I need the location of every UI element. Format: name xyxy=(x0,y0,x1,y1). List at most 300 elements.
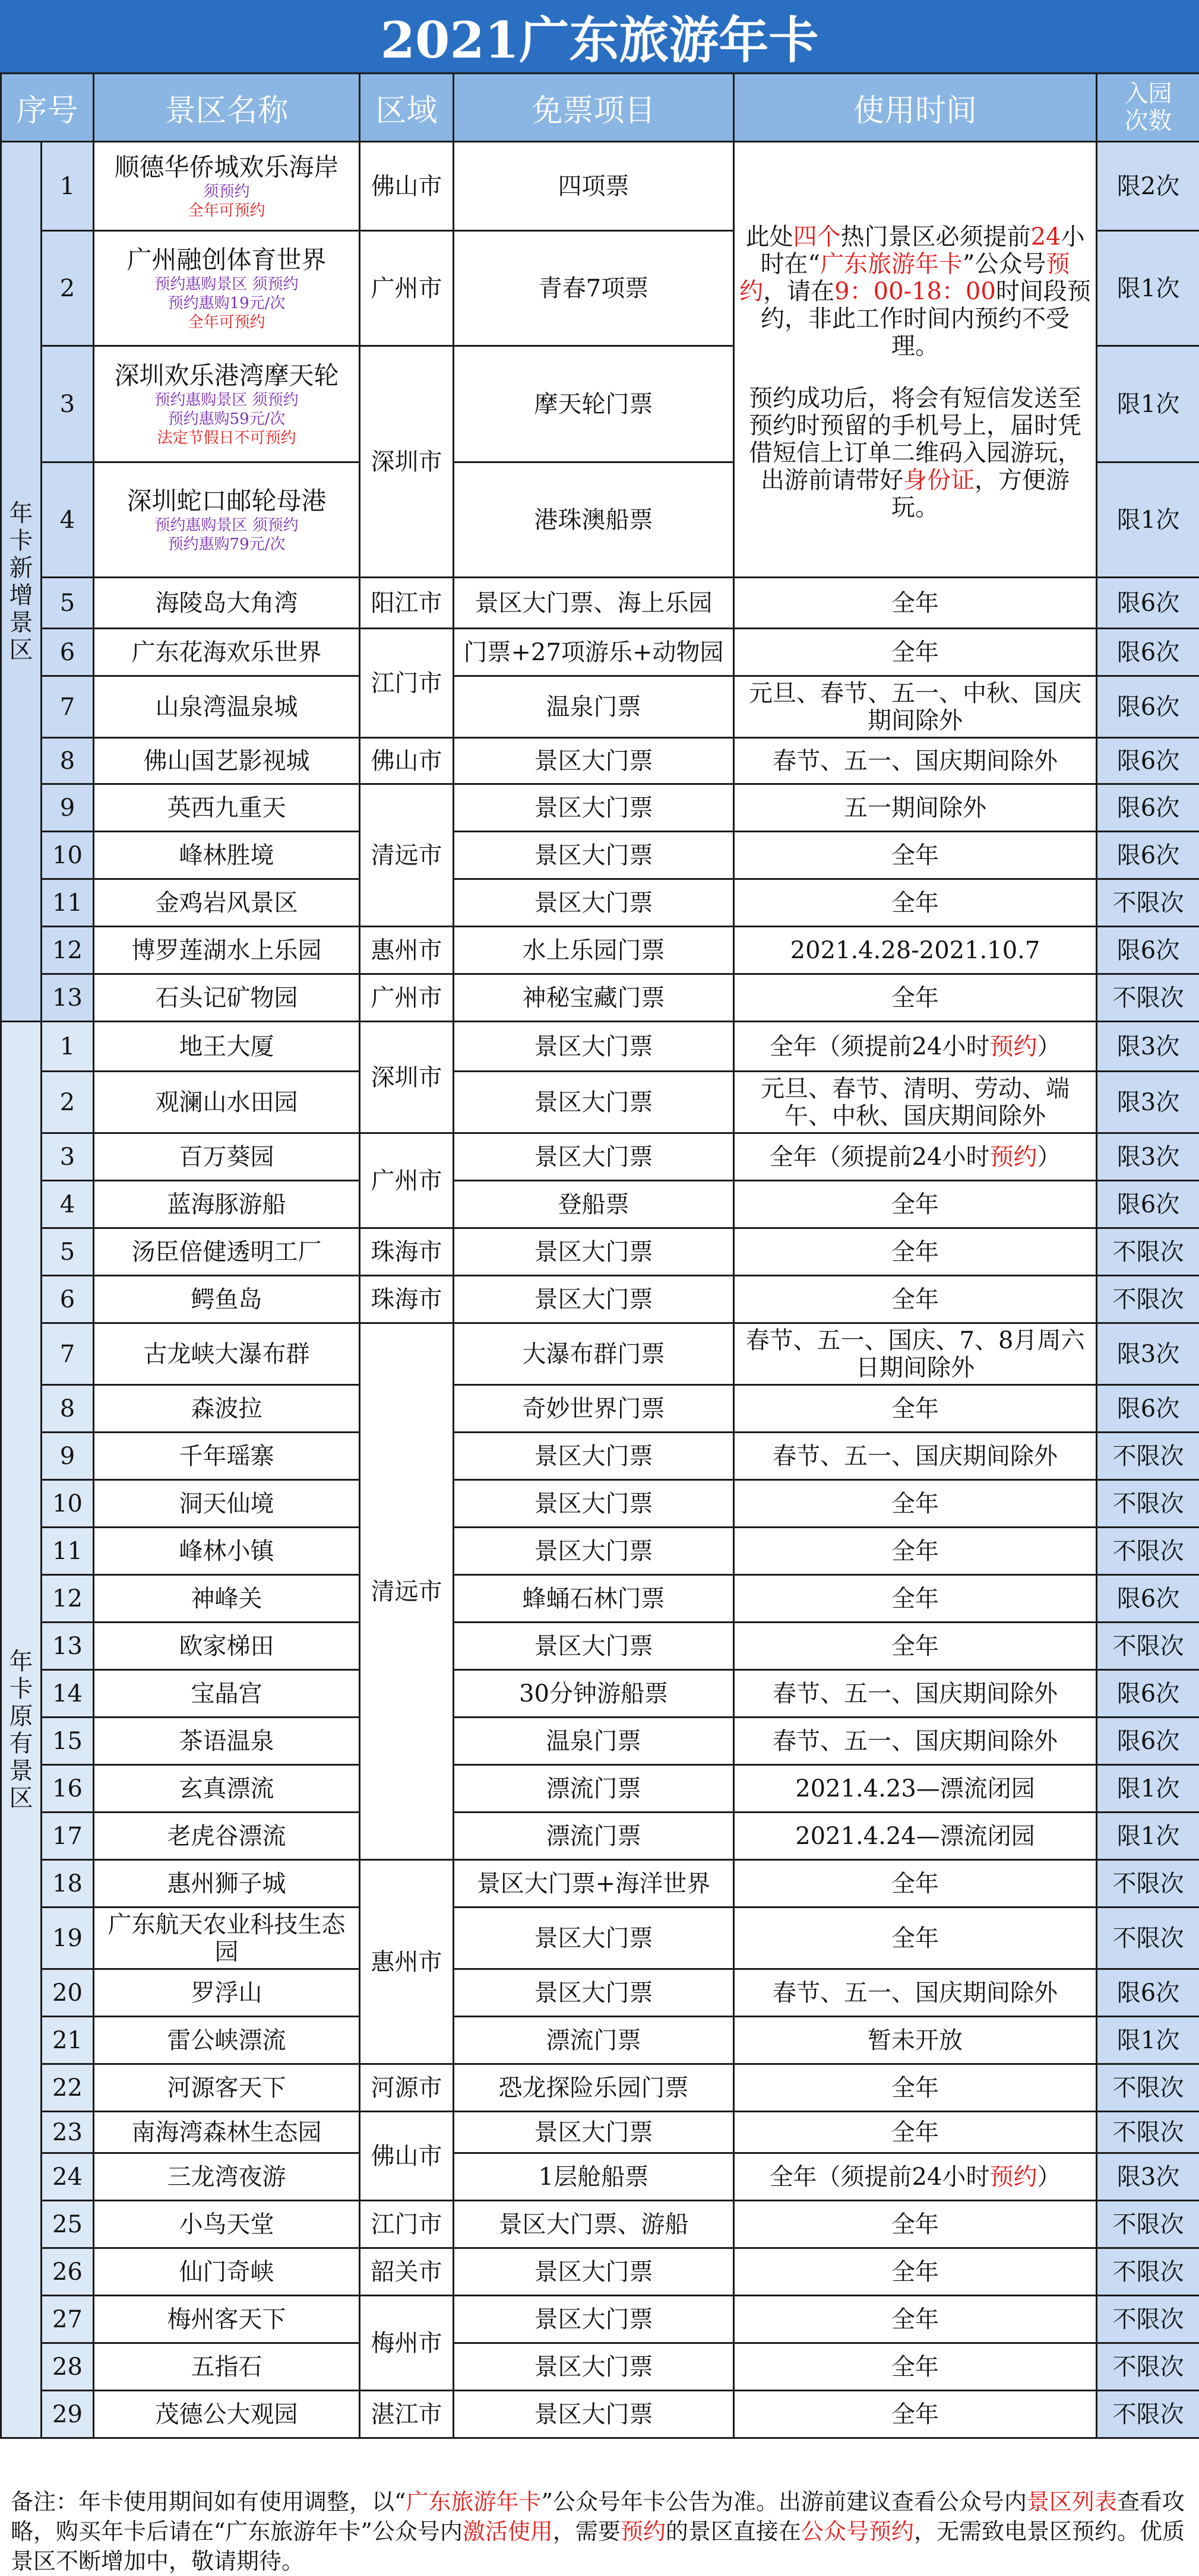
instruction-fragment: 小时在“ xyxy=(760,223,1085,278)
instruction-fragment: ”公众号 xyxy=(963,250,1046,278)
table-row xyxy=(1,2017,1199,2064)
usage-time xyxy=(734,2153,1097,2201)
table-row xyxy=(1,1072,1199,1133)
table-row xyxy=(1,2391,1199,2438)
scenic-name: 仙门奇峡 xyxy=(94,2248,360,2296)
visit-limit: 限1次 xyxy=(1097,462,1199,578)
row-index: 1 xyxy=(42,1022,94,1072)
instruction-fragment: 广东旅游年卡 xyxy=(820,250,963,278)
free-item: 温泉门票 xyxy=(454,676,734,738)
scenic-name: 峰林小镇 xyxy=(94,1528,360,1575)
table-row xyxy=(1,1969,1199,2017)
usage-time-text: ） xyxy=(1037,1032,1061,1060)
scenic-name-text: 广州融创体育世界 xyxy=(126,245,327,274)
free-item: 景区大门票 xyxy=(454,784,734,832)
usage-time: 全年 xyxy=(734,1480,1097,1528)
row-index: 4 xyxy=(42,1181,94,1228)
scenic-name: 博罗莲湖水上乐园 xyxy=(94,927,360,974)
scenic-name xyxy=(94,142,360,231)
usage-time: 元旦、春节、清明、劳动、端午、中秋、国庆期间除外 xyxy=(734,1072,1097,1133)
row-index: 9 xyxy=(42,1433,94,1480)
free-item: 景区大门票 xyxy=(454,2391,734,2438)
table-row xyxy=(1,1670,1199,1718)
visit-limit: 限1次 xyxy=(1097,1813,1199,1860)
visit-limit: 不限次 xyxy=(1097,1528,1199,1575)
row-index: 21 xyxy=(42,2017,94,2064)
row-index: 25 xyxy=(42,2201,94,2248)
free-item: 漂流门票 xyxy=(454,2017,734,2064)
usage-time: 全年 xyxy=(734,1908,1097,1969)
visit-limit: 限6次 xyxy=(1097,1969,1199,2017)
visit-limit: 限3次 xyxy=(1097,2153,1199,2201)
instruction-fragment: 此处 xyxy=(745,223,793,251)
free-item: 景区大门票 xyxy=(454,1276,734,1323)
free-item: 温泉门票 xyxy=(454,1718,734,1765)
visit-limit: 不限次 xyxy=(1097,2391,1199,2438)
region-cell: 佛山市 xyxy=(360,738,454,784)
instruction-fragment: 四个 xyxy=(793,223,841,251)
header-name: 景区名称 xyxy=(94,74,360,142)
free-item: 景区大门票 xyxy=(454,2296,734,2343)
region-cell: 河源市 xyxy=(360,2064,454,2112)
table-row xyxy=(1,1860,1199,1908)
scenic-name: 小鸟天堂 xyxy=(94,2201,360,2248)
free-item: 大瀑布群门票 xyxy=(454,1323,734,1385)
usage-time: 2021.4.28-2021.10.7 xyxy=(734,927,1097,974)
free-item: 景区大门票 xyxy=(454,1623,734,1670)
row-index: 4 xyxy=(42,462,94,578)
usage-time: 全年 xyxy=(734,2296,1097,2343)
table-row xyxy=(1,2343,1199,2391)
row-index: 29 xyxy=(42,2391,94,2438)
row-index: 6 xyxy=(42,629,94,676)
visit-limit: 限6次 xyxy=(1097,1385,1199,1433)
row-index: 14 xyxy=(42,1670,94,1718)
visit-limit: 限2次 xyxy=(1097,142,1199,231)
scenic-name xyxy=(94,462,360,578)
free-item: 景区大门票、游船 xyxy=(454,2201,734,2248)
row-index: 23 xyxy=(42,2112,94,2153)
section-label-text: 年卡原有景区 xyxy=(9,1647,33,1812)
instruction-fragment: ，方便游玩。 xyxy=(891,466,1070,521)
region-cell: 清远市 xyxy=(360,784,454,927)
usage-time: 全年 xyxy=(734,832,1097,879)
region-cell: 广州市 xyxy=(360,231,454,346)
section-label-new xyxy=(1,142,42,1022)
row-index: 15 xyxy=(42,1718,94,1765)
section-label-old xyxy=(1,1022,42,2438)
booking-note: 预约惠购79元/次 xyxy=(167,535,286,553)
usage-time: 全年 xyxy=(734,1528,1097,1575)
scenic-name-text: 深圳欢乐港湾摩天轮 xyxy=(114,360,339,390)
usage-time: 全年 xyxy=(734,1276,1097,1323)
region-cell: 深圳市 xyxy=(360,346,454,578)
scenic-name: 森波拉 xyxy=(94,1385,360,1433)
row-index: 6 xyxy=(42,1276,94,1323)
visit-limit: 不限次 xyxy=(1097,1908,1199,1969)
free-item: 景区大门票 xyxy=(454,1528,734,1575)
free-item: 景区大门票、海上乐园 xyxy=(454,578,734,629)
scenic-name: 南海湾森林生态园 xyxy=(94,2112,360,2153)
visit-limit: 限6次 xyxy=(1097,738,1199,784)
visit-limit: 限1次 xyxy=(1097,2017,1199,2064)
table-row xyxy=(1,676,1199,738)
scenic-name: 茂德公大观园 xyxy=(94,2391,360,2438)
usage-time: 暂未开放 xyxy=(734,2017,1097,2064)
free-item: 恐龙探险乐园门票 xyxy=(454,2064,734,2112)
usage-time: 春节、五一、国庆、7、8月周六日期间除外 xyxy=(734,1323,1097,1385)
usage-time xyxy=(734,1133,1097,1181)
free-item: 登船票 xyxy=(454,1181,734,1228)
row-index: 17 xyxy=(42,1813,94,1860)
header-free: 免票项目 xyxy=(454,74,734,142)
table-row xyxy=(1,738,1199,784)
table-row xyxy=(1,578,1199,629)
row-index: 8 xyxy=(42,1385,94,1433)
region-cell: 江门市 xyxy=(360,2201,454,2248)
usage-time-text: ） xyxy=(1037,2163,1061,2191)
booking-instructions xyxy=(734,142,1097,578)
visit-limit: 限1次 xyxy=(1097,346,1199,462)
instruction-fragment: 热门景区必须提前 xyxy=(840,223,1031,251)
visit-limit: 不限次 xyxy=(1097,1623,1199,1670)
scenic-name: 英西九重天 xyxy=(94,784,360,832)
instruction-fragment: 预约成功后，将会有短信发送至预约时预留的手机号上，届时凭借短信上订单二维码入园游玩，出游前请带好 xyxy=(749,384,1082,494)
scenic-name: 观澜山水田园 xyxy=(94,1072,360,1133)
visit-limit: 不限次 xyxy=(1097,974,1199,1022)
row-index: 18 xyxy=(42,1860,94,1908)
region-cell: 梅州市 xyxy=(360,2296,454,2391)
usage-time: 2021.4.23—漂流闭园 xyxy=(734,1765,1097,1813)
usage-time: 全年 xyxy=(734,2391,1097,2438)
region-cell: 惠州市 xyxy=(360,1860,454,2064)
visit-limit: 限6次 xyxy=(1097,784,1199,832)
row-index: 5 xyxy=(42,1228,94,1276)
booking-note: 全年可预约 xyxy=(188,201,265,220)
region-cell: 深圳市 xyxy=(360,1022,454,1133)
row-index: 3 xyxy=(42,1133,94,1181)
booking-note: 法定节假日不可预约 xyxy=(157,429,296,447)
booking-instructions-para1 xyxy=(738,223,1092,360)
scenic-name: 广东花海欢乐世界 xyxy=(94,629,360,676)
usage-time-highlight: 预约 xyxy=(989,1032,1037,1060)
table-row xyxy=(1,1623,1199,1670)
table-row xyxy=(1,629,1199,676)
table-row xyxy=(1,1908,1199,1969)
scenic-name: 峰林胜境 xyxy=(94,832,360,879)
free-item: 漂流门票 xyxy=(454,1765,734,1813)
usage-time xyxy=(734,1022,1097,1072)
visit-limit: 限3次 xyxy=(1097,1022,1199,1072)
row-index: 16 xyxy=(42,1765,94,1813)
usage-time-highlight: 预约 xyxy=(989,2163,1037,2191)
scenic-name: 三龙湾夜游 xyxy=(94,2153,360,2201)
free-item: 景区大门票 xyxy=(454,832,734,879)
table-row xyxy=(1,1575,1199,1623)
table-row xyxy=(1,1433,1199,1480)
visit-limit: 限6次 xyxy=(1097,629,1199,676)
visit-limit: 限3次 xyxy=(1097,1323,1199,1385)
row-index: 2 xyxy=(42,231,94,346)
region-cell: 惠州市 xyxy=(360,927,454,974)
free-item: 景区大门票 xyxy=(454,1908,734,1969)
booking-note: 预约惠购19元/次 xyxy=(167,294,286,312)
row-index: 20 xyxy=(42,1969,94,2017)
table-row xyxy=(1,1528,1199,1575)
free-item: 景区大门票 xyxy=(454,1022,734,1072)
visit-limit: 不限次 xyxy=(1097,1433,1199,1480)
row-index: 10 xyxy=(42,1480,94,1528)
instruction-fragment: ，请在 xyxy=(763,277,835,305)
usage-time: 元旦、春节、五一、中秋、国庆期间除外 xyxy=(734,676,1097,738)
free-item: 1层舱船票 xyxy=(454,2153,734,2201)
scenic-name: 罗浮山 xyxy=(94,1969,360,2017)
visit-limit: 限6次 xyxy=(1097,832,1199,879)
usage-time: 全年 xyxy=(734,2201,1097,2248)
instruction-fragment: 时间段预约，非此工作时间内预约不受理。 xyxy=(761,277,1091,360)
free-item: 景区大门票 xyxy=(454,1433,734,1480)
usage-time: 全年 xyxy=(734,2112,1097,2153)
free-item: 景区大门票 xyxy=(454,879,734,927)
table-row xyxy=(1,2064,1199,2112)
row-index: 26 xyxy=(42,2248,94,2296)
booking-note: 须预约 xyxy=(203,182,250,201)
region-cell: 佛山市 xyxy=(360,142,454,231)
row-index: 7 xyxy=(42,1323,94,1385)
usage-time-text: ） xyxy=(1037,1143,1061,1171)
free-item: 30分钟游船票 xyxy=(454,1670,734,1718)
visit-limit: 不限次 xyxy=(1097,1228,1199,1276)
free-item: 摩天轮门票 xyxy=(454,346,734,462)
visit-limit: 限3次 xyxy=(1097,1072,1199,1133)
page-title: 2021广东旅游年卡 xyxy=(0,0,1199,74)
usage-time: 全年 xyxy=(734,1623,1097,1670)
free-item: 景区大门票 xyxy=(454,1133,734,1181)
usage-time: 全年 xyxy=(734,879,1097,927)
table-row xyxy=(1,1718,1199,1765)
table-row xyxy=(1,832,1199,879)
visit-limit: 不限次 xyxy=(1097,1276,1199,1323)
free-item: 青春7项票 xyxy=(454,231,734,346)
table-row xyxy=(1,2112,1199,2153)
scenic-name: 古龙峡大瀑布群 xyxy=(94,1323,360,1385)
table-row xyxy=(1,1765,1199,1813)
booking-note: 全年可预约 xyxy=(188,313,265,331)
row-index: 12 xyxy=(42,927,94,974)
scenic-name: 千年瑶寨 xyxy=(94,1433,360,1480)
usage-time: 春节、五一、国庆期间除外 xyxy=(734,738,1097,784)
scenic-name: 百万葵园 xyxy=(94,1133,360,1181)
table-header-row xyxy=(1,74,1199,142)
region-cell: 湛江市 xyxy=(360,2391,454,2438)
usage-time: 全年 xyxy=(734,1385,1097,1433)
free-item: 景区大门票 xyxy=(454,1228,734,1276)
visit-limit: 限6次 xyxy=(1097,1670,1199,1718)
table-row xyxy=(1,2153,1199,2201)
usage-time-highlight: 预约 xyxy=(989,1143,1037,1171)
free-item: 四项票 xyxy=(454,142,734,231)
booking-instructions-para2 xyxy=(738,385,1092,521)
scenic-name: 蓝海豚游船 xyxy=(94,1181,360,1228)
scenic-name: 海陵岛大角湾 xyxy=(94,578,360,629)
visit-limit: 不限次 xyxy=(1097,2201,1199,2248)
row-index: 11 xyxy=(42,879,94,927)
row-index: 13 xyxy=(42,974,94,1022)
scenic-name-text: 顺德华侨城欢乐海岸 xyxy=(114,152,339,182)
table-row xyxy=(1,1181,1199,1228)
visit-limit: 限6次 xyxy=(1097,1575,1199,1623)
scenic-name: 宝晶宫 xyxy=(94,1670,360,1718)
free-item: 水上乐园门票 xyxy=(454,927,734,974)
table-row xyxy=(1,879,1199,927)
visit-limit: 不限次 xyxy=(1097,2064,1199,2112)
free-item: 港珠澳船票 xyxy=(454,462,734,578)
row-index: 8 xyxy=(42,738,94,784)
usage-time: 春节、五一、国庆期间除外 xyxy=(734,1433,1097,1480)
region-cell: 珠海市 xyxy=(360,1276,454,1323)
usage-time: 春节、五一、国庆期间除外 xyxy=(734,1969,1097,2017)
usage-time-text: 全年（须提前24小时 xyxy=(769,2163,990,2191)
row-index: 2 xyxy=(42,1072,94,1133)
region-cell: 佛山市 xyxy=(360,2112,454,2201)
booking-note: 预约惠购景区 须预约 xyxy=(154,516,299,534)
region-cell: 阳江市 xyxy=(360,578,454,629)
usage-time-text: 全年（须提前24小时 xyxy=(769,1032,990,1060)
visit-limit: 不限次 xyxy=(1097,879,1199,927)
table-row xyxy=(1,974,1199,1022)
usage-time: 全年 xyxy=(734,2248,1097,2296)
scenic-name: 金鸡岩风景区 xyxy=(94,879,360,927)
usage-time: 全年 xyxy=(734,1575,1097,1623)
scenic-name: 洞天仙境 xyxy=(94,1480,360,1528)
table-row xyxy=(1,1813,1199,1860)
header-time: 使用时间 xyxy=(734,74,1097,142)
table-row xyxy=(1,1228,1199,1276)
free-item: 门票+27项游乐+动物园 xyxy=(454,629,734,676)
scenic-name: 佛山国艺影视城 xyxy=(94,738,360,784)
usage-time: 全年 xyxy=(734,1860,1097,1908)
table-row xyxy=(1,1480,1199,1528)
visit-limit: 限6次 xyxy=(1097,1718,1199,1765)
visit-limit: 不限次 xyxy=(1097,2248,1199,2296)
usage-time: 五一期间除外 xyxy=(734,784,1097,832)
visit-limit: 不限次 xyxy=(1097,1860,1199,1908)
region-cell: 韶关市 xyxy=(360,2248,454,2296)
usage-time: 春节、五一、国庆期间除外 xyxy=(734,1670,1097,1718)
table-row xyxy=(1,2296,1199,2343)
visit-limit: 限6次 xyxy=(1097,1181,1199,1228)
header-limit: 入园 次数 xyxy=(1097,74,1199,142)
instruction-fragment: 预约 xyxy=(739,250,1070,305)
section-label-text: 年卡新增景区 xyxy=(9,499,33,664)
row-index: 9 xyxy=(42,784,94,832)
scenic-name: 雷公峡漂流 xyxy=(94,2017,360,2064)
usage-time-text: 全年（须提前24小时 xyxy=(769,1143,990,1171)
visit-limit: 不限次 xyxy=(1097,2112,1199,2153)
free-item: 景区大门票+海洋世界 xyxy=(454,1860,734,1908)
region-cell: 广州市 xyxy=(360,1133,454,1228)
usage-time: 全年 xyxy=(734,974,1097,1022)
row-index: 1 xyxy=(42,142,94,231)
visit-limit: 不限次 xyxy=(1097,2296,1199,2343)
scenic-name: 老虎谷漂流 xyxy=(94,1813,360,1860)
usage-time: 全年 xyxy=(734,629,1097,676)
row-index: 7 xyxy=(42,676,94,738)
usage-time: 全年 xyxy=(734,578,1097,629)
table-row xyxy=(1,142,1199,231)
free-item: 景区大门票 xyxy=(454,2343,734,2391)
table-row xyxy=(1,1385,1199,1433)
free-item: 景区大门票 xyxy=(454,2112,734,2153)
visit-limit: 不限次 xyxy=(1097,2343,1199,2391)
scenic-name: 鳄鱼岛 xyxy=(94,1276,360,1323)
visit-limit: 限1次 xyxy=(1097,231,1199,346)
row-index: 3 xyxy=(42,346,94,462)
region-cell: 江门市 xyxy=(360,629,454,738)
scenic-name: 神峰关 xyxy=(94,1575,360,1623)
header-index: 序号 xyxy=(1,74,94,142)
free-item: 景区大门票 xyxy=(454,2248,734,2296)
scenic-name: 茶语温泉 xyxy=(94,1718,360,1765)
annual-card-table xyxy=(0,72,1199,2439)
row-index: 27 xyxy=(42,2296,94,2343)
visit-limit: 限6次 xyxy=(1097,927,1199,974)
scenic-name xyxy=(94,346,360,462)
region-cell: 广州市 xyxy=(360,974,454,1022)
region-cell: 清远市 xyxy=(360,1323,454,1860)
row-index: 10 xyxy=(42,832,94,879)
table-row xyxy=(1,784,1199,832)
scenic-name: 山泉湾温泉城 xyxy=(94,676,360,738)
visit-limit: 限6次 xyxy=(1097,676,1199,738)
table-row xyxy=(1,1323,1199,1385)
scenic-name: 玄真漂流 xyxy=(94,1765,360,1813)
row-index: 11 xyxy=(42,1528,94,1575)
row-index: 28 xyxy=(42,2343,94,2391)
region-cell: 珠海市 xyxy=(360,1228,454,1276)
instruction-fragment: 身份证 xyxy=(903,466,975,494)
scenic-name: 广东航天农业科技生态园 xyxy=(94,1908,360,1969)
usage-time: 春节、五一、国庆期间除外 xyxy=(734,1718,1097,1765)
free-item: 奇妙世界门票 xyxy=(454,1385,734,1433)
booking-note: 预约惠购景区 须预约 xyxy=(154,275,299,293)
usage-time: 全年 xyxy=(734,2343,1097,2391)
scenic-name: 石头记矿物园 xyxy=(94,974,360,1022)
scenic-name: 河源客天下 xyxy=(94,2064,360,2112)
booking-note: 预约惠购景区 须预约 xyxy=(154,391,299,409)
table-row xyxy=(1,1022,1199,1072)
free-item: 景区大门票 xyxy=(454,1480,734,1528)
scenic-name: 惠州狮子城 xyxy=(94,1860,360,1908)
free-item: 景区大门票 xyxy=(454,1969,734,2017)
row-index: 24 xyxy=(42,2153,94,2201)
usage-time: 2021.4.24—漂流闭园 xyxy=(734,1813,1097,1860)
header-region: 区域 xyxy=(360,74,454,142)
free-item: 景区大门票 xyxy=(454,738,734,784)
row-index: 5 xyxy=(42,578,94,629)
scenic-name: 地王大厦 xyxy=(94,1022,360,1072)
table-row xyxy=(1,1133,1199,1181)
row-index: 13 xyxy=(42,1623,94,1670)
visit-limit: 不限次 xyxy=(1097,1480,1199,1528)
free-item: 蜂蛹石林门票 xyxy=(454,1575,734,1623)
row-index: 19 xyxy=(42,1908,94,1969)
table-row xyxy=(1,927,1199,974)
free-item: 神秘宝藏门票 xyxy=(454,974,734,1022)
table-row xyxy=(1,1276,1199,1323)
scenic-name-text: 深圳蛇口邮轮母港 xyxy=(126,486,327,515)
scenic-name: 梅州客天下 xyxy=(94,2296,360,2343)
